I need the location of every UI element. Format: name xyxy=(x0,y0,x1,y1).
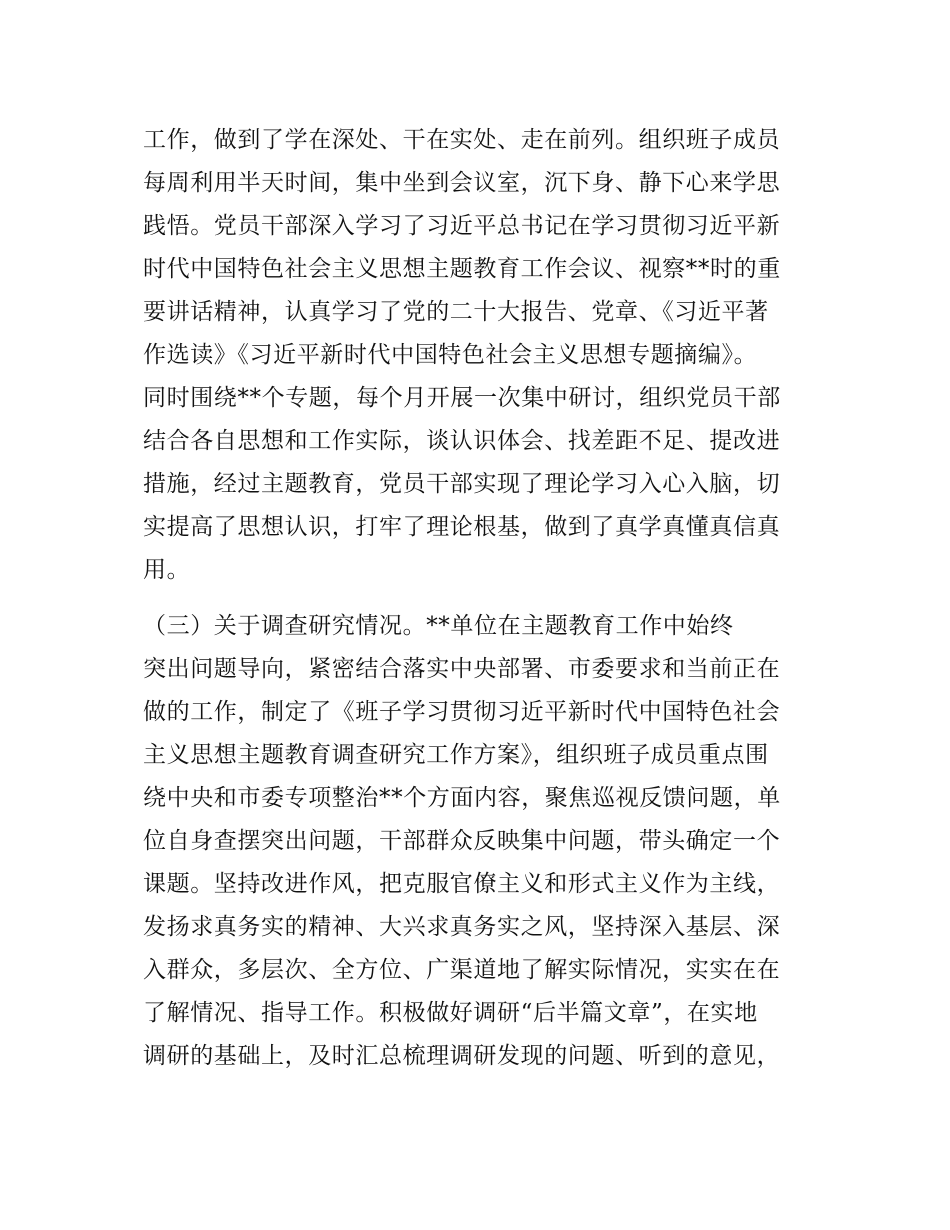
paragraph-2-line-6: 位自身查摆突出问题，干部群众反映集中问题，带头确定一个 xyxy=(143,828,781,854)
paragraph-2-line-7: 课题。坚持改进作风，把克服官僚主义和形式主义作为主线， xyxy=(143,871,781,897)
paragraph-1-line-6: 作选读》《习近平新时代中国特色社会主义思想专题摘编》。 xyxy=(143,342,758,368)
paragraph-2-line-8: 发扬求真务实的精神、大兴求真务实之风，坚持深入基层、深 xyxy=(143,914,781,940)
paragraph-2-line-10: 了解情况、指导工作。积极做好调研“后半篇文章”，在实地 xyxy=(143,1000,758,1026)
paragraph-2-line-11: 调研的基础上，及时汇总梳理调研发现的问题、听到的意见， xyxy=(143,1043,781,1069)
paragraph-1-line-5: 要讲话精神，认真学习了党的二十大报告、党章、《习近平著 xyxy=(143,299,769,325)
paragraph-1-line-1: 工作，做到了学在深处、干在实处、走在前列。组织班子成员 xyxy=(143,127,781,153)
paragraph-1-line-4: 时代中国特色社会主义思想主题教育工作会议、视察**时的重 xyxy=(143,256,781,282)
paragraph-1-line-10: 实提高了思想认识，打牢了理论根基，做到了真学真懂真信真 xyxy=(143,514,781,540)
paragraph-2-line-3: 做的工作，制定了《班子学习贯彻习近平新时代中国特色社会 xyxy=(143,699,781,725)
paragraph-2-line-4: 主义思想主题教育调查研究工作方案》，组织班子成员重点围 xyxy=(143,742,769,768)
paragraph-2-line-1: （三）关于调查研究情况。**单位在主题教育工作中始终 xyxy=(143,613,734,639)
paragraph-2-line-5: 绕中央和市委专项整治**个方面内容，聚焦巡视反馈问题，单 xyxy=(143,785,781,811)
paragraph-2-line-9: 入群众，多层次、全方位、广渠道地了解实际情况，实实在在 xyxy=(143,957,781,983)
paragraph-1-line-7: 同时围绕**个专题，每个月开展一次集中研讨，组织党员干部 xyxy=(143,385,781,411)
paragraph-1-line-11: 用。 xyxy=(143,557,191,583)
paragraph-1-line-3: 践悟。党员干部深入学习了习近平总书记在学习贯彻习近平新 xyxy=(143,213,781,239)
paragraph-1-line-8: 结合各自思想和工作实际，谈认识体会、找差距不足、提改进 xyxy=(143,428,781,454)
paragraph-2-line-2: 突出问题导向，紧密结合落实中央部署、市委要求和当前正在 xyxy=(143,656,781,682)
paragraph-1-line-2: 每周利用半天时间，集中坐到会议室，沉下身、静下心来学思 xyxy=(143,170,781,196)
paragraph-1-line-9: 措施，经过主题教育，党员干部实现了理论学习入心入脑，切 xyxy=(143,471,781,497)
